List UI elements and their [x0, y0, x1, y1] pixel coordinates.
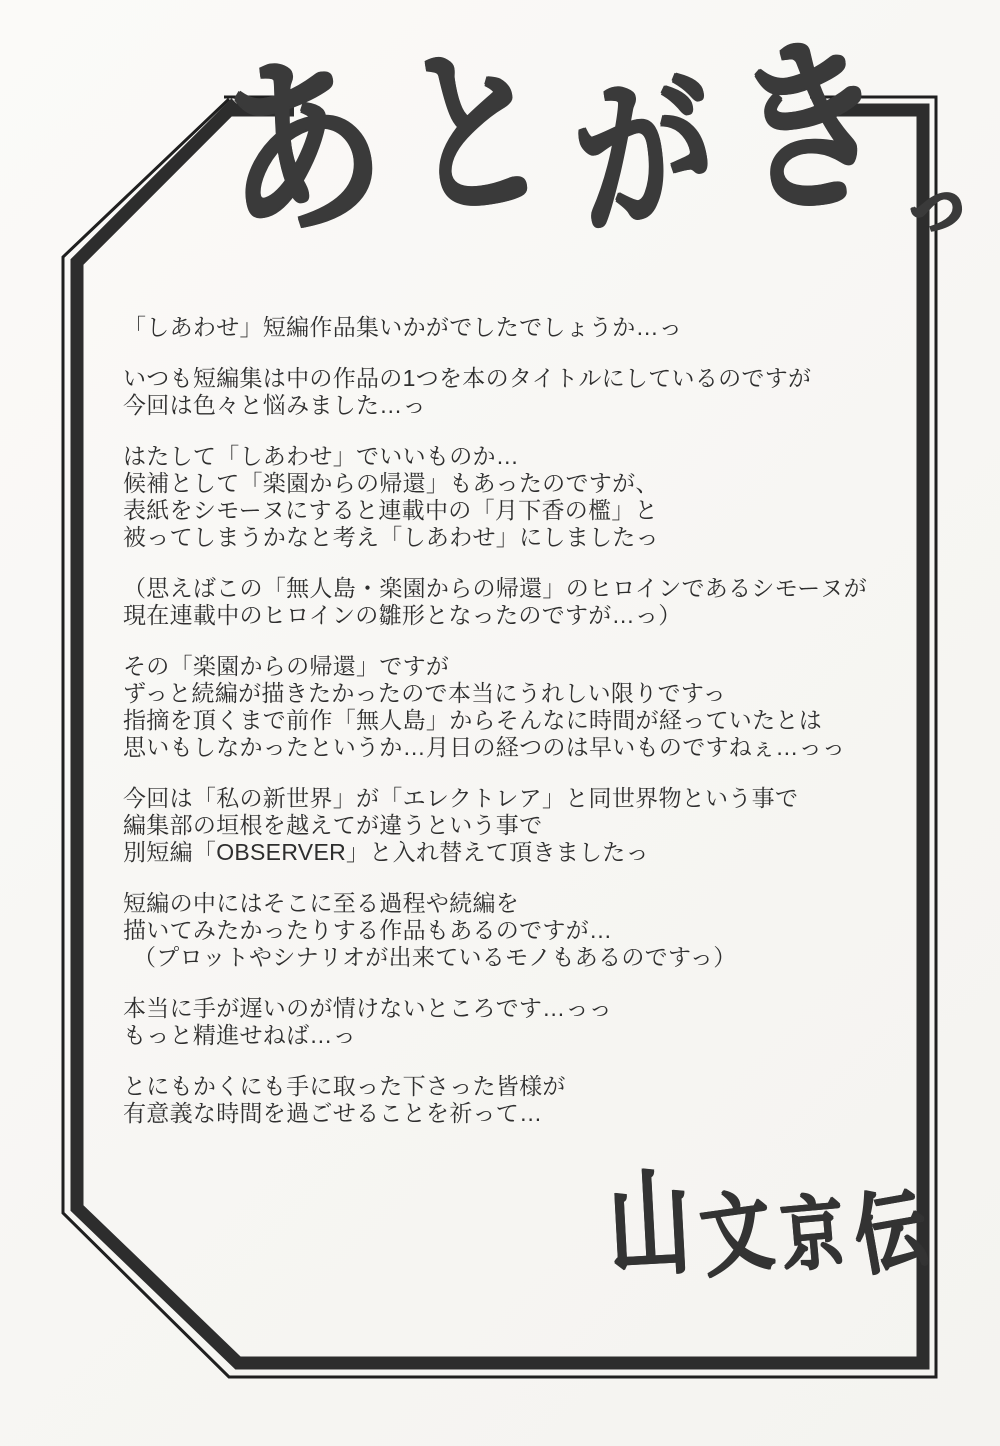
- title-char: と: [393, 21, 557, 243]
- paragraph: [123, 443, 913, 551]
- text-line: 編集部の垣根を越えてが違うという事で: [123, 812, 543, 838]
- text-line: いつも短編集は中の作品の1つを本のタイトルにしているのですが: [123, 365, 812, 391]
- text-line: 描いてみたかったりする作品もあるのですが…: [123, 917, 613, 943]
- text-line: はたして「しあわせ」でいいものか…: [123, 443, 520, 469]
- text-line: 有意義な時間を過ごせることを祈って…: [123, 1100, 543, 1126]
- text-line: （思えばこの「無人島・楽園からの帰還」のヒロインであるシモーヌが: [123, 575, 867, 601]
- artist-signature: [592, 1158, 935, 1300]
- title-char: が: [560, 52, 728, 257]
- text-line: 今回は「私の新世界」が「エレクトレア」と同世界物という事で: [123, 785, 799, 811]
- text-line: その「楽園からの帰還」ですが: [123, 653, 450, 679]
- text-line: 別短編「OBSERVER」と入れ替えて頂きましたっ: [123, 839, 649, 865]
- text-line: （プロットやシナリオが出来ているモノもあるのですっ）: [133, 944, 737, 970]
- text-line: 指摘を頂くまで前作「無人島」からそんなに時間が経っていたとは: [123, 707, 822, 733]
- paragraph: [123, 653, 913, 761]
- text-line: 短編の中にはそこに至る過程や続編を: [123, 890, 520, 916]
- text-line: 今回は色々と悩みました…っ: [123, 392, 426, 418]
- text-line: 本当に手が遅いのが情けないところです…っっ: [123, 995, 613, 1021]
- signature-char: 京: [777, 1186, 847, 1281]
- paragraph: [123, 365, 913, 419]
- text-line: 候補として「楽園からの帰還」もあったのですが、: [123, 470, 659, 496]
- text-line: 思いもしなかったというか…月日の経つのは早いものですねぇ…っっ: [123, 734, 846, 760]
- text-line: もっと精進せねば…っ: [123, 1022, 356, 1048]
- paragraph: [123, 575, 913, 629]
- text-line: 被ってしまうかなと考え「しあわせ」にしましたっ: [123, 524, 659, 550]
- paragraph: [123, 785, 913, 866]
- text-line: ずっと続編が描きたかったので本当にうれしい限りですっ: [123, 680, 727, 706]
- title-char: あ: [204, 28, 398, 267]
- paragraph: [123, 995, 913, 1049]
- afterword-title: [204, 10, 980, 267]
- afterword-body: [123, 314, 913, 1151]
- signature-char: 文: [694, 1179, 778, 1288]
- text-line: とにもかくにも手に取った下さった皆様が: [123, 1073, 566, 1099]
- signature-char: 山: [604, 1158, 694, 1291]
- text-line: 「しあわせ」短編作品集いかがでしたでしょうか…っ: [123, 314, 683, 340]
- title-char: っ: [890, 156, 980, 252]
- signature-char: 伝: [845, 1176, 935, 1287]
- paragraph: [123, 314, 913, 341]
- text-line: 表紙をシモーヌにすると連載中の「月下香の檻」と: [123, 497, 658, 523]
- text-line: 現在連載中のヒロインの雛形となったのですが…っ）: [123, 602, 682, 628]
- paragraph: [123, 890, 913, 971]
- paragraph: [123, 1073, 913, 1127]
- title-char: き: [726, 18, 894, 239]
